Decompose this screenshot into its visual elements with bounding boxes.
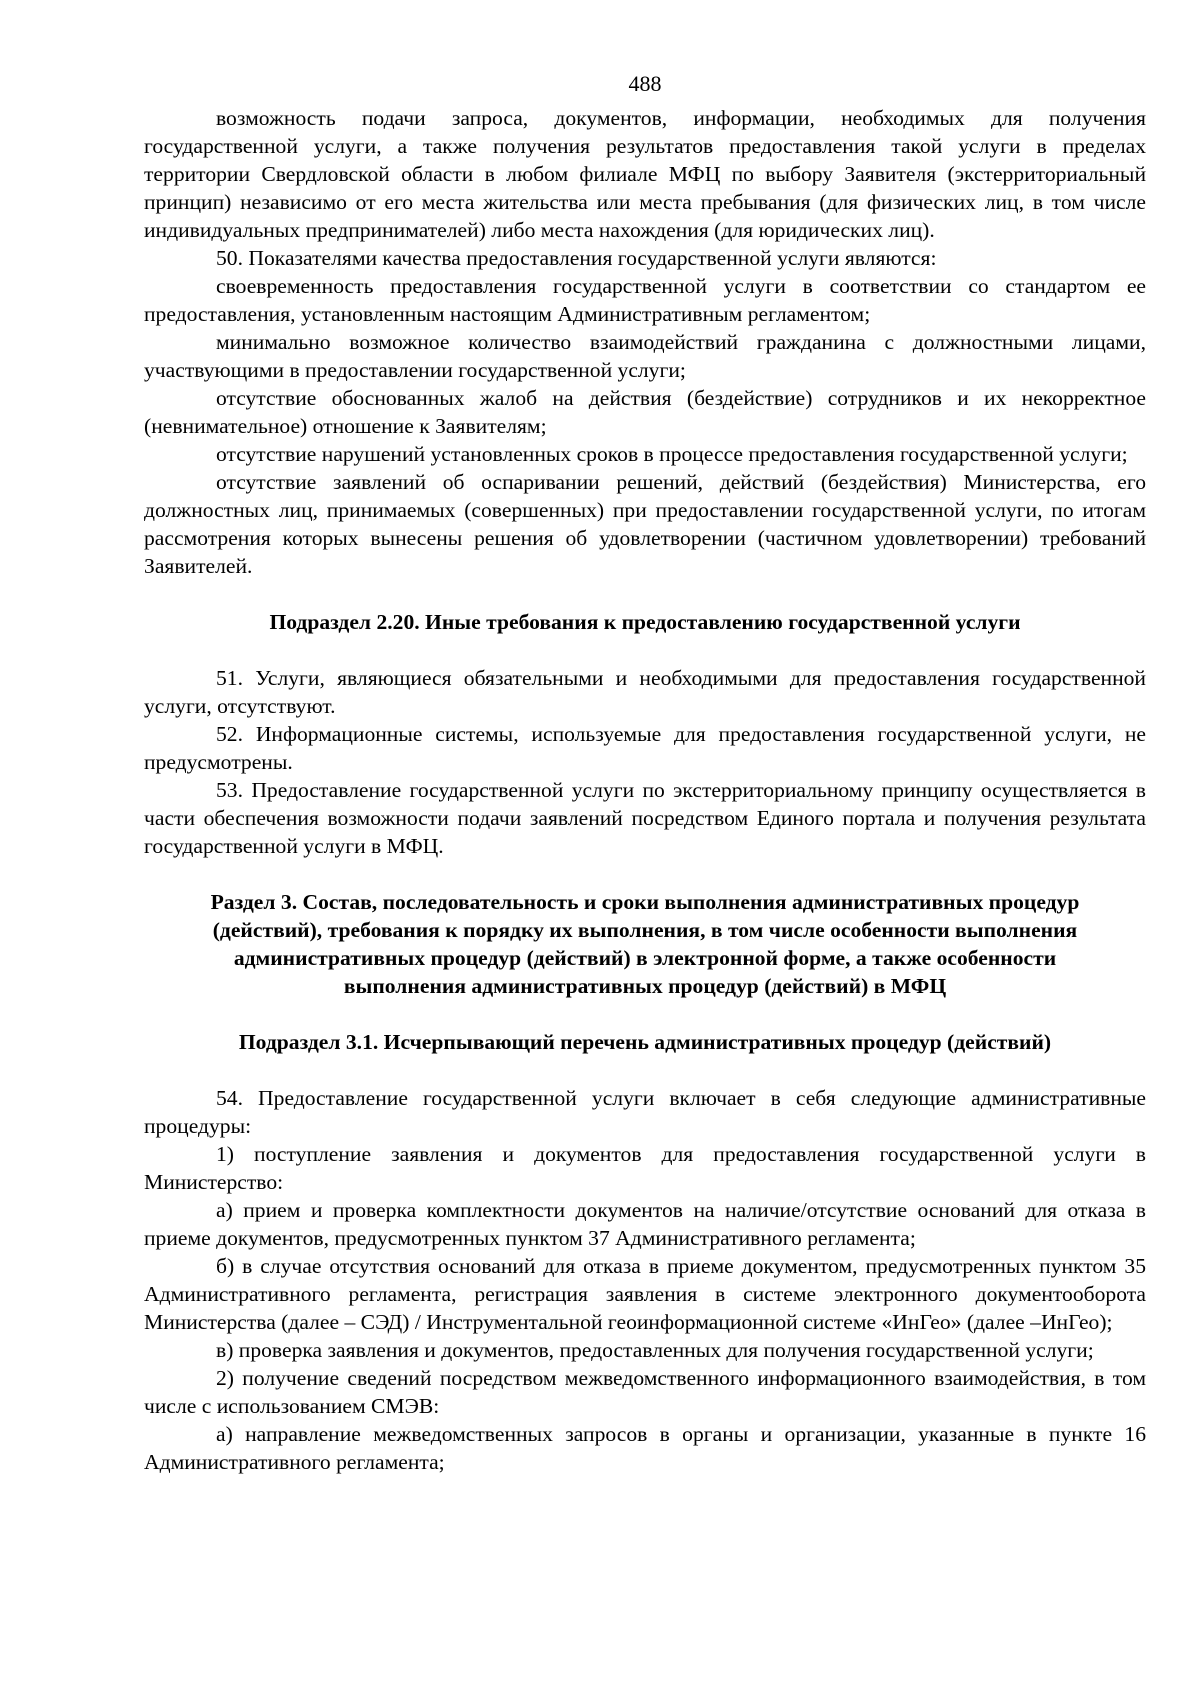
subsection-heading-2-20: Подраздел 2.20. Иные требования к предоставлению государственной услуги — [269, 610, 1021, 634]
page-number: 488 — [628, 71, 662, 96]
paragraph-50: 50. Показателями качества предоставления государственной услуги являются: — [216, 246, 937, 270]
list-item-2: 2) получение сведений посредством межведомственного информационного взаимодействия, в том числе с использованием СМЭВ: — [144, 1366, 1146, 1418]
paragraph-no-violations: отсутствие нарушений установленных сроков в процессе предоставления государственной услуги; — [216, 442, 1128, 466]
paragraph-no-disputes: отсутствие заявлений об оспаривании решений, действий (бездействия) Министерства, его должностных лиц, принимаемых (совершенных) при предоставлении государственной услуги, по итогам рассмотрения которых вынесены решения об удовлетворении (частичном удовлетворении) требований Заявителей. — [144, 470, 1146, 578]
paragraph-extraterritorial: возможность подачи запроса, документов, информации, необходимых для получения государственной услуги, а также получения результатов предоставления такой услуги в пределах территории Свердловской области в любом филиале МФЦ по выбору Заявителя (экстерриториальный принцип) независимо от его места жительства или места пребывания (для физических лиц, в том числе индивидуальных предпринимателей) либо места нахождения (для юридических лиц). — [144, 106, 1146, 242]
paragraph-53: 53. Предоставление государственной услуги по экстерриториальному принципу осуществляется в части обеспечения возможности подачи заявлений посредством Единого портала и получения результата государственной услуги в МФЦ. — [144, 778, 1146, 858]
section-heading-line: Раздел 3. Состав, последовательность и сроки выполнения административных процедур — [210, 890, 1080, 914]
subsection-heading-3-1: Подраздел 3.1. Исчерпывающий перечень административных процедур (действий) — [238, 1030, 1052, 1054]
document-page — [144, 70, 1146, 1476]
paragraph-54: 54. Предоставление государственной услуги включает в себя следующие административные процедуры: — [144, 1086, 1146, 1138]
list-item-1a: а) прием и проверка комплектности документов на наличие/отсутствие оснований для отказа в приеме документов, предусмотренных пунктом 37 Административного регламента; — [144, 1198, 1146, 1250]
section-heading-line: выполнения административных процедур (действий) в МФЦ — [343, 974, 947, 998]
section-heading-3 — [144, 888, 1146, 1000]
list-item-2a: а) направление межведомственных запросов в органы и организации, указанные в пункте 16 Административного регламента; — [144, 1422, 1146, 1474]
paragraph-timeliness: своевременность предоставления государственной услуги в соответствии со стандартом ее предоставления, установленным настоящим Административным регламентом; — [144, 274, 1146, 326]
paragraph-no-complaints: отсутствие обоснованных жалоб на действия (бездействие) сотрудников и их некорректное (невнимательное) отношение к Заявителям; — [144, 386, 1146, 438]
list-item-1b: б) в случае отсутствия оснований для отказа в приеме документом, предусмотренных пунктом 35 Административного регламента, регистрация заявления в системе электронного документооборота Министерства (далее – СЭД) / Инструментальной геоинформационной системе «ИнГео» (далее –ИнГео); — [144, 1254, 1146, 1334]
paragraph-52: 52. Информационные системы, используемые для предоставления государственной услуги, не предусмотрены. — [144, 722, 1146, 774]
list-item-1v: в) проверка заявления и документов, предоставленных для получения государственной услуги; — [216, 1338, 1094, 1362]
section-heading-line: административных процедур (действий) в электронной форме, а также особенности — [233, 946, 1057, 970]
paragraph-51: 51. Услуги, являющиеся обязательными и необходимыми для предоставления государственной услуги, отсутствуют. — [144, 666, 1146, 718]
paragraph-min-interactions: минимально возможное количество взаимодействий гражданина с должностными лицами, участвующими в предоставлении государственной услуги; — [144, 330, 1146, 382]
list-item-1: 1) поступление заявления и документов для предоставления государственной услуги в Министерство: — [144, 1142, 1146, 1194]
section-heading-line: (действий), требования к порядку их выполнения, в том числе особенности выполнения — [212, 918, 1078, 942]
